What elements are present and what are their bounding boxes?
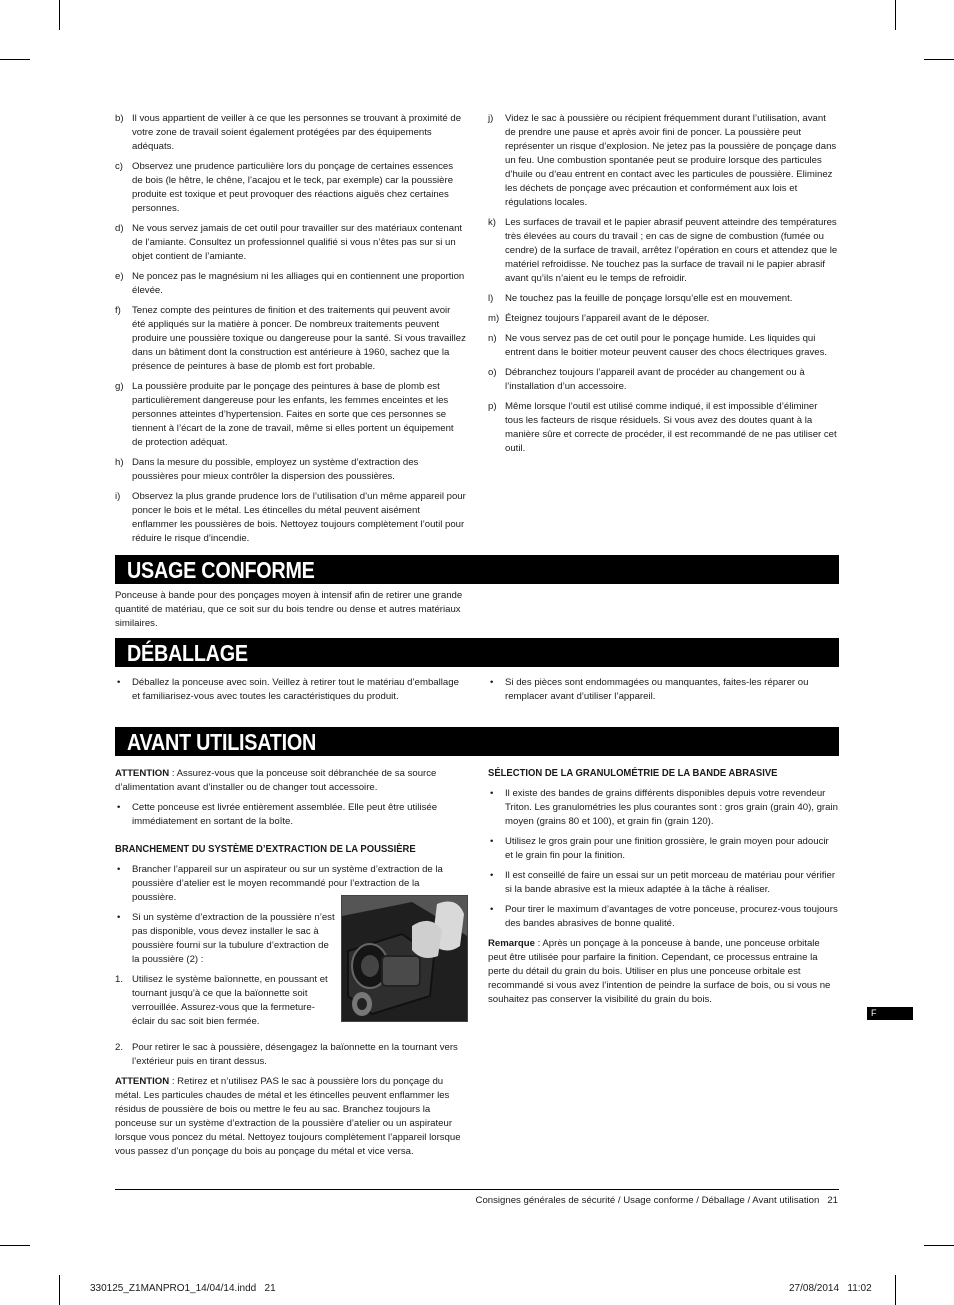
bullet-icon: • bbox=[117, 677, 121, 688]
numbered-step: 1. Utilisez le système baïonnette, en poussant et tournant jusqu’à ce que la baïonnette soit verrouillée. Assurez-vous que la fermeture-éclair du sac soit bien fermée. bbox=[115, 974, 328, 1027]
language-tab: F bbox=[867, 1007, 913, 1020]
attention-note: ATTENTION : Assurez-vous que la ponceuse soit débranchée de sa source d’alimentation avant d’installer ou de changer tout accessoire. bbox=[115, 768, 437, 793]
crop-mark bbox=[924, 59, 954, 60]
safety-item: c) Observez une prudence particulière lors du ponçage de certaines essences de bois (le hêtre, le chêne, l’acajou et le teck, par exemple) car la poussière produite est toxique et peut provoquer des réactions aiguës chez certaines personnes. bbox=[115, 161, 454, 214]
bullet-icon: • bbox=[117, 864, 121, 875]
sander-illustration bbox=[342, 896, 467, 1021]
crop-mark bbox=[924, 1245, 954, 1246]
bullet-icon: • bbox=[117, 802, 121, 813]
safety-item: k) Les surfaces de travail et le papier abrasif peuvent atteindre des températures très élevées au cours du travail ; en cas de signe de combustion (fumée ou cendre) de la surface de travail, arrêtez l’opération en cours et attendez que le matériel refroidisse. Ne touchez pas la surface de travail ni le papier abrasif avant qu’ils n’aient eu le temps de refroidir. bbox=[488, 217, 838, 284]
deballage-left bbox=[115, 676, 466, 710]
crop-mark bbox=[0, 1245, 30, 1246]
page-footer bbox=[476, 1195, 838, 1206]
section-title: DÉBALLAGE bbox=[127, 640, 248, 666]
crop-mark bbox=[0, 59, 30, 60]
safety-list-right bbox=[488, 112, 838, 462]
bullet-icon: • bbox=[117, 912, 121, 923]
safety-item: j) Videz le sac à poussière ou récipient fréquemment durant l’utilisation, avant de prendre une pause et après avoir fini de poncer. La poussière peut représenter un risque d’explosion. Ne jetez pas la poussière de ponçage dans un feu. Une combustion spontanée peut se produire lorsque des particules d’huile ou d’eau entrent en contact avec les particules de poussière. Eliminez les déchets de ponçage avec précaution et conformément aux lois et régulations locales. bbox=[488, 113, 837, 208]
safety-item: e) Ne poncez pas le magnésium ni les alliages qui en contiennent une proportion élevée. bbox=[115, 271, 465, 296]
safety-item: o) Débranchez toujours l’appareil avant de procéder au changement ou à l’installation d’un accessoire. bbox=[488, 367, 805, 392]
list-item: • Brancher l’appareil sur un aspirateur ou sur un système d’extraction de la poussière d’atelier est le moyen recommandé pour l’extraction de la poussière. bbox=[117, 864, 443, 903]
safety-item: m) Éteignez toujours l’appareil avant de le déposer. bbox=[488, 313, 710, 324]
section-header-usage bbox=[115, 555, 839, 584]
dust-bag-photo bbox=[341, 895, 468, 1022]
list-item: • Si des pièces sont endommagées ou manquantes, faites-les réparer ou remplacer avant d’utiliser l’appareil. bbox=[490, 677, 809, 702]
list-item: • Si un système d’extraction de la poussière n’est pas disponible, vous devez installer le sac à poussière fourni sur la tubulure d’extraction de la poussière (2) : bbox=[117, 912, 335, 965]
list-item: • Utilisez le gros grain pour une finition grossière, le grain moyen pour adoucir et le grain fin pour la finition. bbox=[490, 836, 829, 861]
safety-item: b) Il vous appartient de veiller à ce que les personnes se trouvant à proximité de votre zone de travail soient également protégées par des équipements adéquats. bbox=[115, 113, 462, 152]
avant-right bbox=[488, 767, 838, 1013]
safety-item: f) Tenez compte des peintures de finition et des traitements qui peuvent avoir été appliqués sur la matière à poncer. De nombreux traitements peuvent produire une poussière toxique ou dangereuse pour la santé. Si vous travaillez dans un bâtiment dont la construction est antérieure à 1960, sachez que la présence de peintures à base de plomb est fort probable. bbox=[115, 305, 466, 372]
section-title: AVANT UTILISATION bbox=[127, 729, 317, 755]
usage-text: Ponceuse à bande pour des ponçages moyen à intensif afin de retirer une grande quantité de matériau, que ce soit sur du bois tendre ou dense et autres matériaux similaires. bbox=[115, 590, 463, 629]
list-item: • Cette ponceuse est livrée entièrement assemblée. Elle peut être utilisée immédiatement en sortant de la boîte. bbox=[117, 802, 438, 827]
safety-item: i) Observez la plus grande prudence lors de l’utilisation d’un même appareil pour poncer le bois et le métal. Les étincelles du métal peuvent aisément enflammer les poussières de bois. Nettoyez toujours complètement l’outil pour réduire le risque d’incendie. bbox=[115, 491, 466, 544]
bullet-icon: • bbox=[490, 677, 494, 688]
list-item: • Il existe des bandes de grains différents disponibles depuis votre revendeur Triton. Les granulométries les plus courantes sont : gros grain (grain 40), grain moyen (grains 80 et 100), et grain fin (grain 120). bbox=[490, 788, 838, 827]
safety-item: d) Ne vous servez jamais de cet outil pour travailler sur des matériaux contenant de l’amiante. Consultez un professionnel qualifié si vous n’êtes pas sur si un objet contient de l’amiante. bbox=[115, 223, 463, 262]
subsection-title: BRANCHEMENT DU SYSTÈME D’EXTRACTION DE LA POUSSIÈRE bbox=[115, 844, 416, 855]
list-item: • Pour tirer le maximum d’avantages de votre ponceuse, procurez-vous toujours des bandes abrasives de bonne qualité. bbox=[490, 904, 838, 929]
footer-divider bbox=[115, 1189, 839, 1190]
section-title: USAGE CONFORME bbox=[127, 557, 315, 583]
list-item: • Déballez la ponceuse avec soin. Veillez à retirer tout le matériau d’emballage et familiarisez-vous avec toutes les caractéristiques du produit. bbox=[117, 677, 459, 702]
subsection-title: SÉLECTION DE LA GRANULOMÉTRIE DE LA BANDE ABRASIVE bbox=[488, 768, 778, 779]
crop-mark bbox=[895, 1275, 896, 1305]
section-header-avant bbox=[115, 727, 839, 756]
crop-mark bbox=[895, 0, 896, 30]
safety-item: h) Dans la mesure du possible, employez un système d’extraction des poussières pour mieux contrôler la dispersion des poussières. bbox=[115, 457, 419, 482]
bullet-icon: • bbox=[490, 788, 494, 799]
page-number: 21 bbox=[827, 1195, 838, 1206]
footer-breadcrumb: Consignes générales de sécurité / Usage conforme / Déballage / Avant utilisation bbox=[475, 1195, 820, 1206]
numbered-step: 2. Pour retirer le sac à poussière, désengagez la baïonnette en la tournant vers l’extérieur puis en tirant dessus. bbox=[115, 1042, 458, 1067]
safety-item: p) Même lorsque l’outil est utilisé comme indiqué, il est impossible d’éliminer tous les facteurs de risque résiduels. Si vous avez des doutes quant à la manière sûre et correcte de procéder, il est recommandé de ne pas utiliser cet outil. bbox=[488, 401, 837, 454]
safety-item: n) Ne vous servez pas de cet outil pour le ponçage humide. Les liquides qui entrent dans le boitier moteur peuvent causer des chocs électriques graves. bbox=[488, 333, 828, 358]
crop-mark bbox=[59, 0, 60, 30]
list-item: • Il est conseillé de faire un essai sur un petit morceau de matériau pour vérifier si la bande abrasive est la mieux adaptée à la tâche à réaliser. bbox=[490, 870, 836, 895]
safety-item: g) La poussière produite par le ponçage des peintures à base de plomb est particulièrement dangereuse pour les enfants, les femmes enceintes et les personnes atteintes d’hypertension. Faites en sorte que ces personnes se tiennent à l’écart de la zone de travail, même si elles portent un équipement de protection adéquat. bbox=[115, 381, 454, 448]
bullet-icon: • bbox=[490, 904, 494, 915]
attention-note: ATTENTION : Retirez et n’utilisez PAS le sac à poussière lors du ponçage du métal. Les particules chaudes de métal et les étincelles peuvent enflammer les résidus de poussière de bois ou mettre le feu au sac. Branchez toujours la ponceuse sur un système d’extraction de la poussière d’atelier ou un aspirateur lorsque vous poncez du métal. Nettoyez toujours complètement l’appareil lorsque vous passez d’un ponçage du bois au ponçage du métal et vice versa. bbox=[115, 1076, 461, 1157]
section-header-deballage bbox=[115, 638, 839, 667]
deballage-right bbox=[488, 676, 838, 710]
safety-list-left bbox=[115, 112, 466, 552]
crop-mark bbox=[59, 1275, 60, 1305]
remark-note: Remarque : Après un ponçage à la ponceuse à bande, une ponceuse orbitale peut être utilisée pour parfaire la finition. Cependant, ce processus entraine la perte du détail du grain du bois. Utiliser en plus une ponceuse orbitale est recommandé si vous avez l’intention de peindre la surface de bois, ou si vous ne souhaitez pas conserver la visibilité du grain du bois. bbox=[488, 938, 831, 1005]
print-slug-file: 330125_Z1MANPRO1_14/04/14.indd 21 bbox=[90, 1283, 276, 1294]
bullet-icon: • bbox=[490, 870, 494, 881]
bullet-icon: • bbox=[490, 836, 494, 847]
safety-item: l) Ne touchez pas la feuille de ponçage lorsqu’elle est en mouvement. bbox=[488, 293, 793, 304]
print-slug-date: 27/08/2014 11:02 bbox=[789, 1283, 872, 1294]
